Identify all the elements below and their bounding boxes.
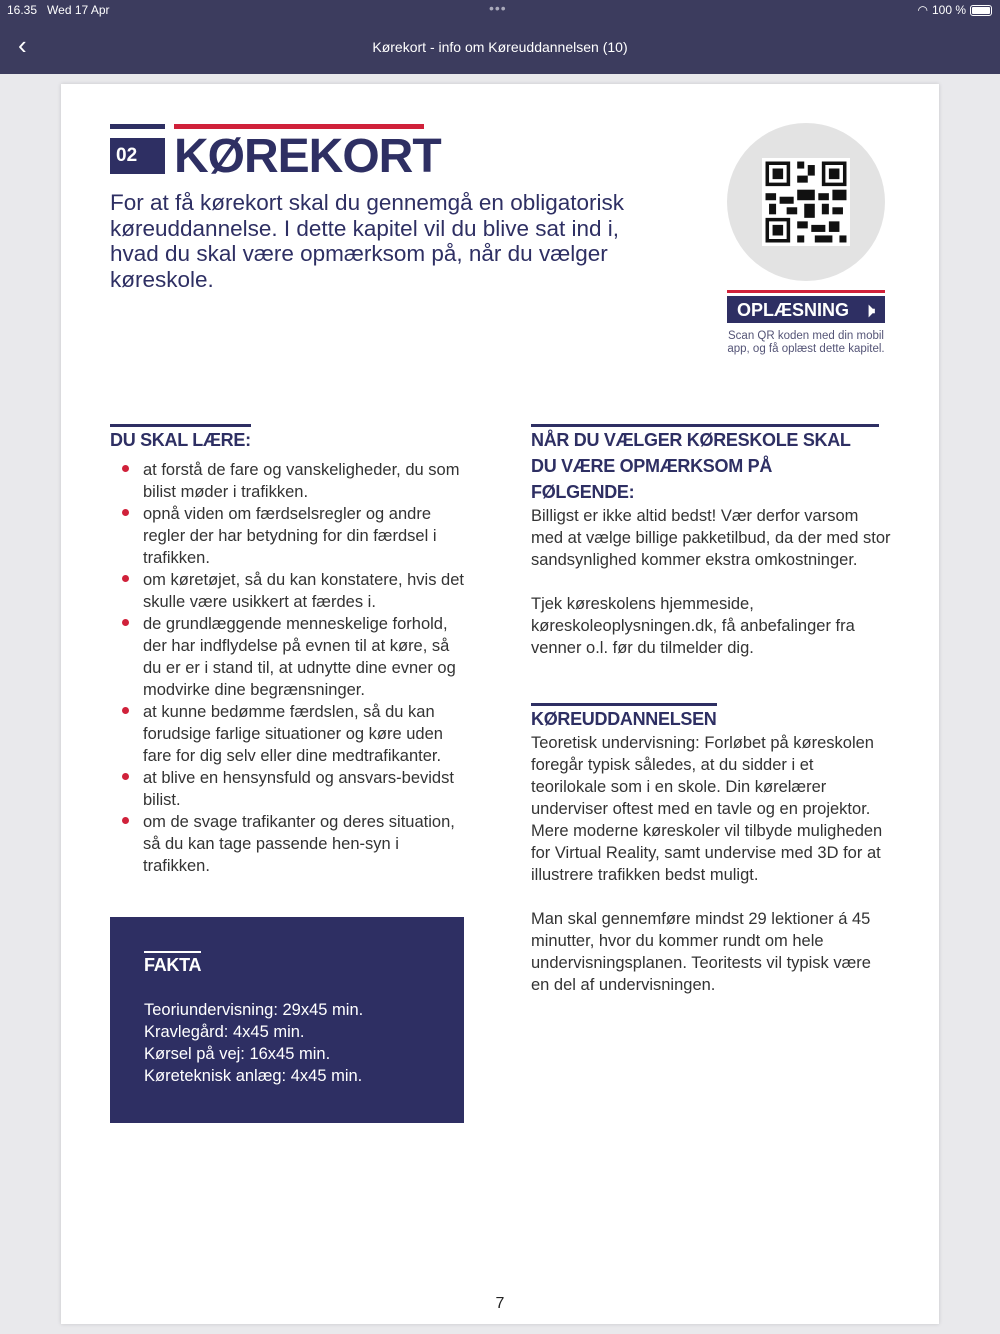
education-paragraph-2: Man skal gennemføre mindst 29 lektioner á 45 minutter, hvor du kommer rundt om hele undervisningsplanen. Teoritests vil typisk være en del af undervisningen. <box>531 910 871 994</box>
battery-icon <box>970 5 992 16</box>
education-paragraph-1: Teoretisk undervisning: Forløbet på køreskolen foregår typisk således, at du sidder i et teorilokale som i en skole. Din kørelærer underviser oftest med en tavle og en projektor. Mere moderne køreskoler vil tilbyde muligheden for Virtual Reality, samt undervise med 3D for at illustrere trafikken bedst muligt. <box>531 734 883 884</box>
left-column <box>110 424 470 1123</box>
read-aloud-label: OPLÆSNING <box>737 300 850 320</box>
fakta-line: Kørsel på vej: 16x45 min. <box>144 1045 331 1063</box>
fakta-line: Kravlegård: 4x45 min. <box>144 1023 305 1041</box>
time: 16.35 <box>7 3 38 17</box>
back-button[interactable]: ‹ <box>18 30 27 60</box>
page-number: 7 <box>495 1295 505 1312</box>
qr-code-icon <box>762 158 850 246</box>
list-item: at kunne bedømme færdslen, så du kan forudsige farlige situationer og køre uden fare for dig selv eller dine medtrafikanter. <box>143 701 470 767</box>
list-item: om de svage trafikanter og deres situation, så du kan tage passende hen-syn i trafikken. <box>143 811 470 877</box>
chapter-heading: KØREKORT <box>174 124 424 183</box>
education-heading: KØREUDDANNELSEN <box>531 703 717 732</box>
read-aloud-banner[interactable] <box>727 290 885 323</box>
list-item: om køretøjet, så du kan konstatere, hvis det skulle være usikkert at færdes i. <box>143 569 470 613</box>
list-item: opnå viden om færdselsregler og andre regler der har betydning for din færdsel i trafikken. <box>143 503 470 569</box>
status-right <box>917 3 992 17</box>
learn-list <box>110 459 470 877</box>
right-column <box>531 424 893 996</box>
fakta-heading: FAKTA <box>144 951 201 977</box>
learn-heading: DU SKAL LÆRE: <box>110 424 251 453</box>
wifi-icon: ◠ <box>917 3 928 17</box>
scan-instructions: Scan QR koden med din mobil app, og få oplæst dette kapitel. <box>727 330 885 355</box>
list-item: at forstå de fare og vanskeligheder, du som bilist møder i trafikken. <box>143 459 470 503</box>
list-item: at blive en hensynsfuld og ansvars-bevidst bilist. <box>143 767 470 811</box>
fakta-line: Teoriundervisning: 29x45 min. <box>144 1001 364 1019</box>
qr-code-badge <box>727 123 885 281</box>
status-time <box>7 3 110 17</box>
document-page <box>61 84 939 1324</box>
fakta-lines <box>144 999 430 1087</box>
fakta-line: Køreteknisk anlæg: 4x45 min. <box>144 1067 363 1085</box>
chapter-number <box>110 124 165 176</box>
date: Wed 17 Apr <box>47 3 110 17</box>
fakta-box <box>110 917 464 1123</box>
speaker-icon: 🕨 <box>863 300 875 320</box>
battery-level: 100 % <box>931 3 966 17</box>
top-bar <box>0 0 1000 74</box>
nav-title: Kørekort - info om Køreuddannelsen (10) <box>372 39 628 55</box>
intro-text: For at få kørekort skal du gennemgå en obligatorisk køreuddannelse. I dette kapitel vil du blive sat ind i, hvad du skal være opmærksom på, når du vælger køreskole. <box>110 190 625 292</box>
choose-school-heading: NÅR DU VÆLGER KØRESKOLE SKAL DU VÆRE OPMÆRKSOM PÅ FØLGENDE: <box>531 424 879 505</box>
choose-paragraph-1: Billigst er ikke altid bedst! Vær derfor varsom med at vælge billige pakketilbud, da der med stor sandsynlighed kommer ekstra omkostninger. <box>531 507 891 569</box>
multitasking-dots-icon[interactable]: ••• <box>489 0 507 16</box>
choose-paragraph-2: Tjek køreskolens hjemmeside, køreskoleoplysningen.dk, få anbefalinger fra venner o.l. før du tilmelder dig. <box>531 595 855 657</box>
list-item: de grundlæggende menneskelige forhold, der har indflydelse på evnen til at køre, så du er er i stand til, at udnytte dine evner og modvirke dine begrænsninger. <box>143 613 470 701</box>
chapter-number-text: 02 <box>110 138 165 174</box>
